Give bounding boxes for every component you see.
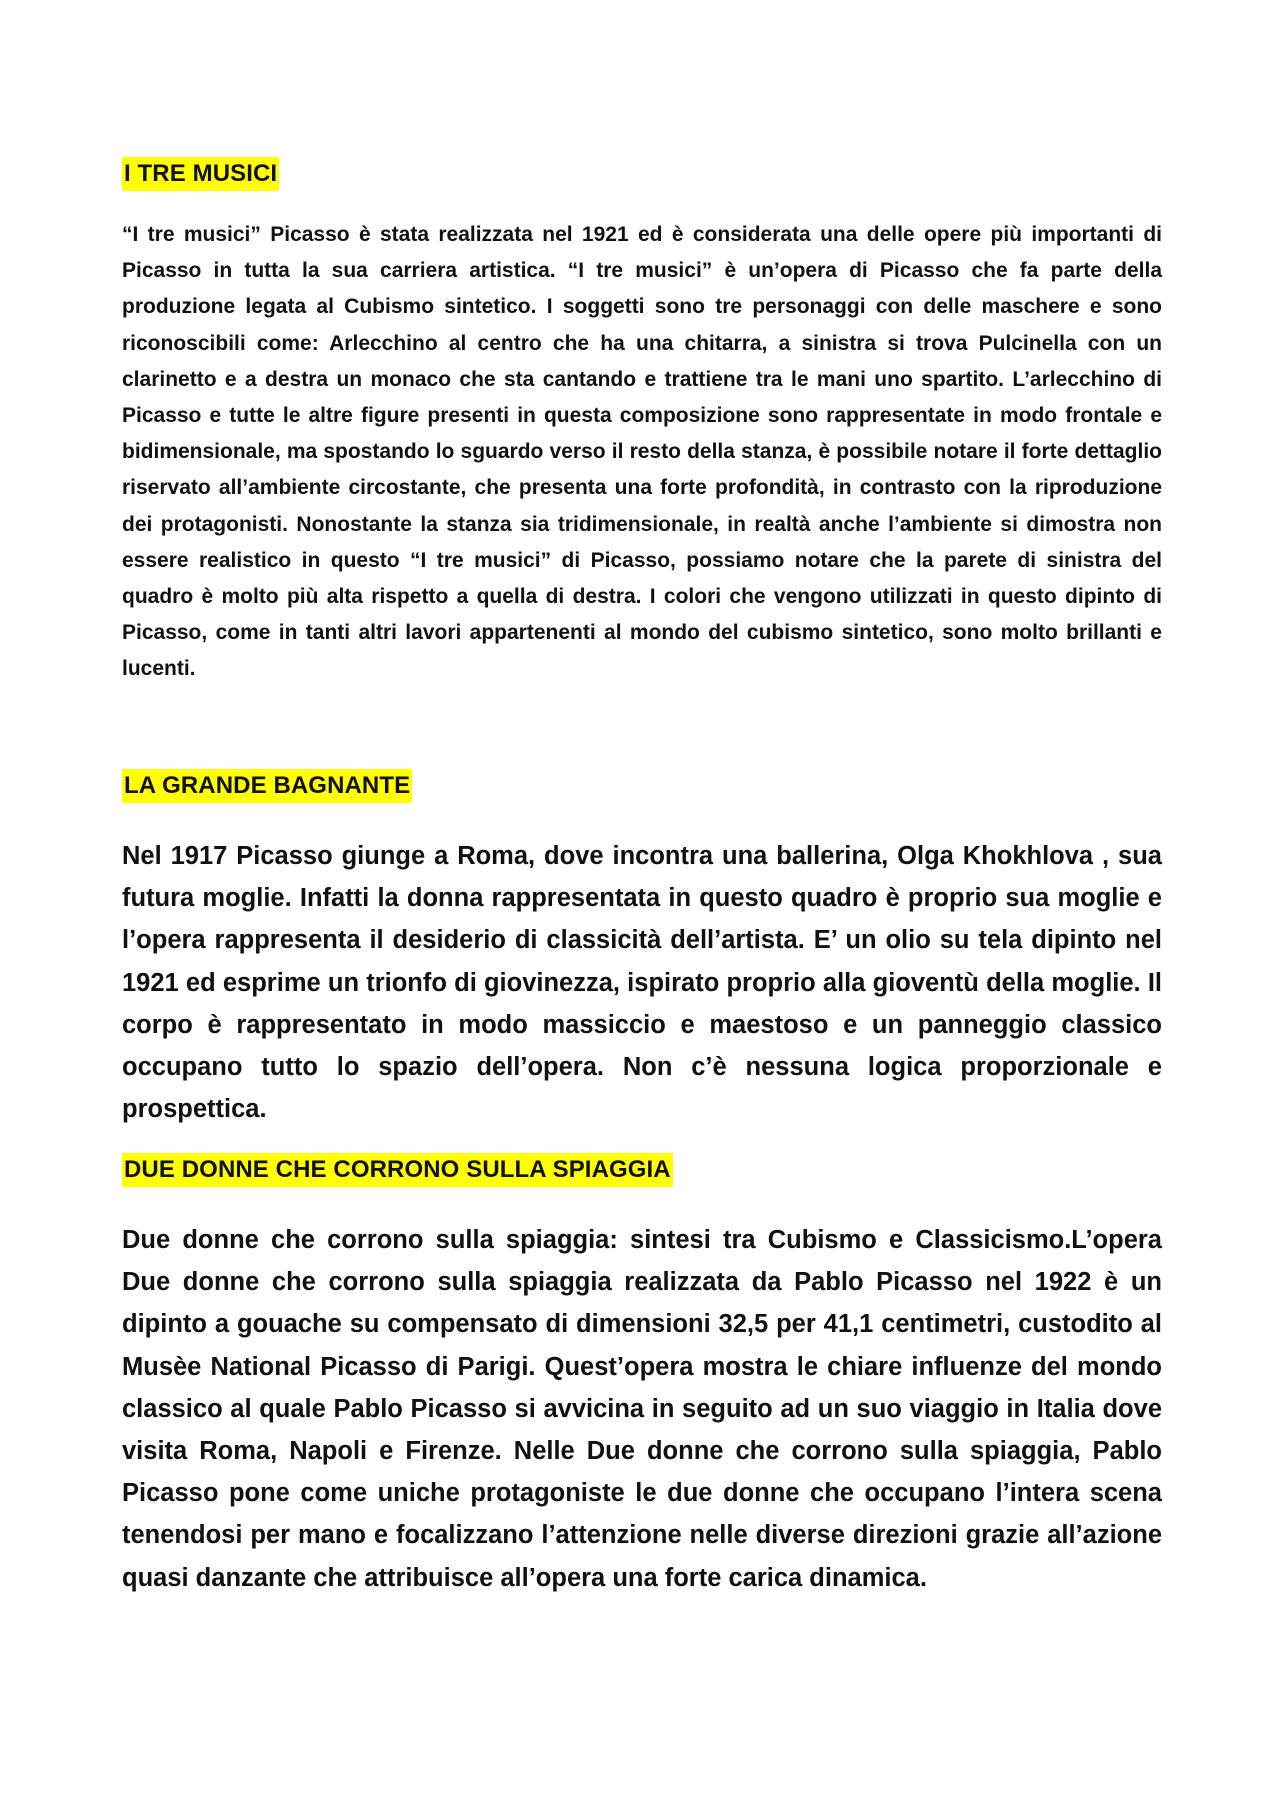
section-i-tre-musici xyxy=(122,157,1162,688)
section-heading: I TRE MUSICI xyxy=(122,157,279,191)
section-la-grande-bagnante xyxy=(122,769,1162,1130)
section-body: Due donne che corrono sulla spiaggia: sintesi tra Cubismo e Classicismo.L’opera Due donne che corrono sulla spiaggia realizzata da Pablo Picasso nel 1922 è un dipinto a gouache su compensato di dimensioni 32,5 per 41,1 centimetri, custodito al Musèe National Picasso di Parigi. Quest’opera mostra le chiare influenze del mondo classico al quale Pablo Picasso si avvicina in seguito ad un suo viaggio in Italia dove visita Roma, Napoli e Firenze. Nelle Due donne che corrono sulla spiaggia, Pablo Picasso pone come uniche protagoniste le due donne che occupano l’intera scena tenendosi per mano e focalizzano l’attenzione nelle diverse direzioni grazie all’azione quasi danzante che attribuisce all’opera una forte carica dinamica. xyxy=(122,1226,1162,1592)
section-due-donne xyxy=(122,1153,1162,1599)
section-body: “I tre musici” Picasso è stata realizzata nel 1921 ed è considerata una delle opere più importanti di Picasso in tutta la sua carriera artistica. “I tre musici” è un’opera di Picasso che fa parte della produzione legata al Cubismo sintetico. I soggetti sono tre personaggi con delle maschere e sono riconoscibili come: Arlecchino al centro che ha una chitarra, a sinistra si trova Pulcinella con un clarinetto e a destra un monaco che sta cantando e trattiene tra le mani uno spartito. L’arlecchino di Picasso e tutte le altre figure presenti in questa composizione sono rappresentate in modo frontale e bidimensionale, ma spostando lo sguardo verso il resto della stanza, è possibile notare il forte dettaglio riservato all’ambiente circostante, che presenta una forte profondità, in contrasto con la riproduzione dei protagonisti. Nonostante la stanza sia tridimensionale, in realtà anche l’ambiente si dimostra non essere realistico in questo “I tre musici” di Picasso, possiamo notare che la parete di sinistra del quadro è molto più alta rispetto a quella di destra. I colori che vengono utilizzati in questo dipinto di Picasso, come in tanti altri lavori appartenenti al mondo del cubismo sintetico, sono molto brillanti e lucenti. xyxy=(122,223,1162,681)
section-body: Nel 1917 Picasso giunge a Roma, dove incontra una ballerina, Olga Khokhlova , sua futura moglie. Infatti la donna rappresentata in questo quadro è proprio sua moglie e l’opera rappresenta il desiderio di classicità dell’artista. E’ un olio su tela dipinto nel 1921 ed esprime un trionfo di giovinezza, ispirato proprio alla gioventù della moglie. Il corpo è rappresentato in modo massiccio e maestoso e un panneggio classico occupano tutto lo spazio dell’opera. Non c’è nessuna logica proporzionale e prospettica. xyxy=(122,842,1162,1124)
section-heading: DUE DONNE CHE CORRONO SULLA SPIAGGIA xyxy=(122,1153,673,1187)
section-heading: LA GRANDE BAGNANTE xyxy=(122,769,412,803)
